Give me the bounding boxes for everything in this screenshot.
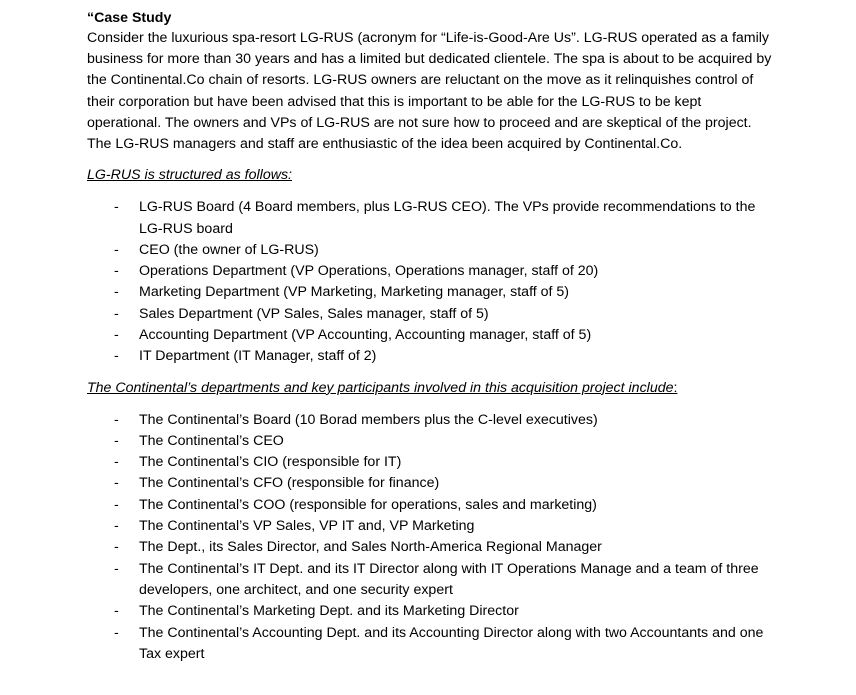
continental-participants-heading-text: The Continental’s departments and key participants involved in this acquisition project include — [87, 379, 674, 396]
dash-bullet: - — [114, 496, 119, 513]
list-item — [87, 304, 777, 325]
lg-rus-structure-list — [87, 197, 826, 367]
dash-bullet: - — [114, 284, 119, 301]
continental-participants-heading — [87, 378, 826, 398]
list-item-text: The Continental’s CIO (responsible for IT) — [139, 454, 402, 471]
list-item — [87, 197, 777, 240]
list-item — [87, 516, 777, 537]
list-item-text: Operations Department (VP Operations, Operations manager, staff of 20) — [139, 263, 599, 280]
dash-bullet: - — [114, 624, 119, 641]
list-item-text: Sales Department (VP Sales, Sales manager, staff of 5) — [139, 305, 489, 322]
dash-bullet: - — [114, 475, 119, 492]
list-item-text: CEO (the owner of LG-RUS) — [139, 241, 319, 258]
list-item-text: The Continental’s Marketing Dept. and its Marketing Director — [139, 603, 519, 620]
dash-bullet: - — [114, 603, 119, 620]
list-item-text: Marketing Department (VP Marketing, Marketing manager, staff of 5) — [139, 284, 570, 301]
list-item — [87, 240, 777, 261]
continental-participants-list — [87, 410, 826, 666]
list-item — [87, 537, 777, 558]
list-item — [87, 559, 777, 602]
list-item — [87, 623, 777, 666]
lg-rus-structure-heading — [87, 165, 826, 185]
dash-bullet: - — [114, 199, 119, 216]
list-item — [87, 473, 777, 494]
list-item-text: The Continental’s COO (responsible for operations, sales and marketing) — [139, 496, 597, 513]
dash-bullet: - — [114, 518, 119, 535]
list-item-text: The Continental’s VP Sales, VP IT and, VP Marketing — [139, 518, 475, 535]
dash-bullet: - — [114, 263, 119, 280]
list-item-text: The Continental’s CEO — [139, 432, 284, 449]
list-item — [87, 346, 777, 367]
list-item-text: The Dept., its Sales Director, and Sales North-America Regional Manager — [139, 539, 602, 556]
dash-bullet: - — [114, 241, 119, 258]
list-item-text: The Continental’s Board (10 Borad members plus the C-level executives) — [139, 411, 598, 428]
list-item — [87, 452, 777, 473]
list-item-text: IT Department (IT Manager, staff of 2) — [139, 348, 377, 365]
list-item — [87, 431, 777, 452]
dash-bullet: - — [114, 348, 119, 365]
list-item — [87, 282, 777, 303]
list-item — [87, 495, 777, 516]
list-item-text: The Continental’s CFO (responsible for finance) — [139, 475, 440, 492]
list-item-text: Accounting Department (VP Accounting, Accounting manager, staff of 5) — [139, 327, 592, 343]
list-item-text: LG-RUS Board (4 Board members, plus LG-RUS CEO). The VPs provide recommendations to the LG-RUS board — [139, 199, 756, 237]
dash-bullet: - — [114, 411, 119, 428]
intro-paragraph: Consider the luxurious spa-resort LG-RUS (acronym for “Life-is-Good-Are Us”. LG-RUS operated as a family business for more than 30 years and has a limited but dedicated clientele. The spa is about to be acquired by the Continental.Co chain of resorts. LG-RUS owners are reluctant on the move as it relinquishes control of their corporation but have been advised that this is important to be able for the LG-RUS to be kept operational. The owners and VPs of LG-RUS are not sure how to proceed and are skeptical of the project. The LG-RUS managers and staff are enthusiastic of the idea been acquired by Continental.Co. — [87, 30, 772, 153]
dash-bullet: - — [114, 539, 119, 556]
dash-bullet: - — [114, 327, 119, 343]
dash-bullet: - — [114, 560, 119, 577]
dash-bullet: - — [114, 305, 119, 322]
list-item — [87, 261, 777, 282]
dash-bullet: - — [114, 432, 119, 449]
heading-colon: : — [673, 379, 678, 396]
list-item — [87, 410, 777, 431]
case-study-title: “Case Study — [87, 10, 172, 26]
list-item-text: The Continental’s IT Dept. and its IT Director along with IT Operations Manage and a team of three developers, one architect, and one security expert — [139, 560, 759, 598]
list-item — [87, 601, 777, 622]
lg-rus-structure-heading-text: LG-RUS is structured as follows: — [87, 167, 292, 184]
list-item — [87, 325, 777, 346]
dash-bullet: - — [114, 454, 119, 471]
list-item-text: The Continental’s Accounting Dept. and its Accounting Director along with two Accountants and one Tax expert — [139, 624, 764, 662]
